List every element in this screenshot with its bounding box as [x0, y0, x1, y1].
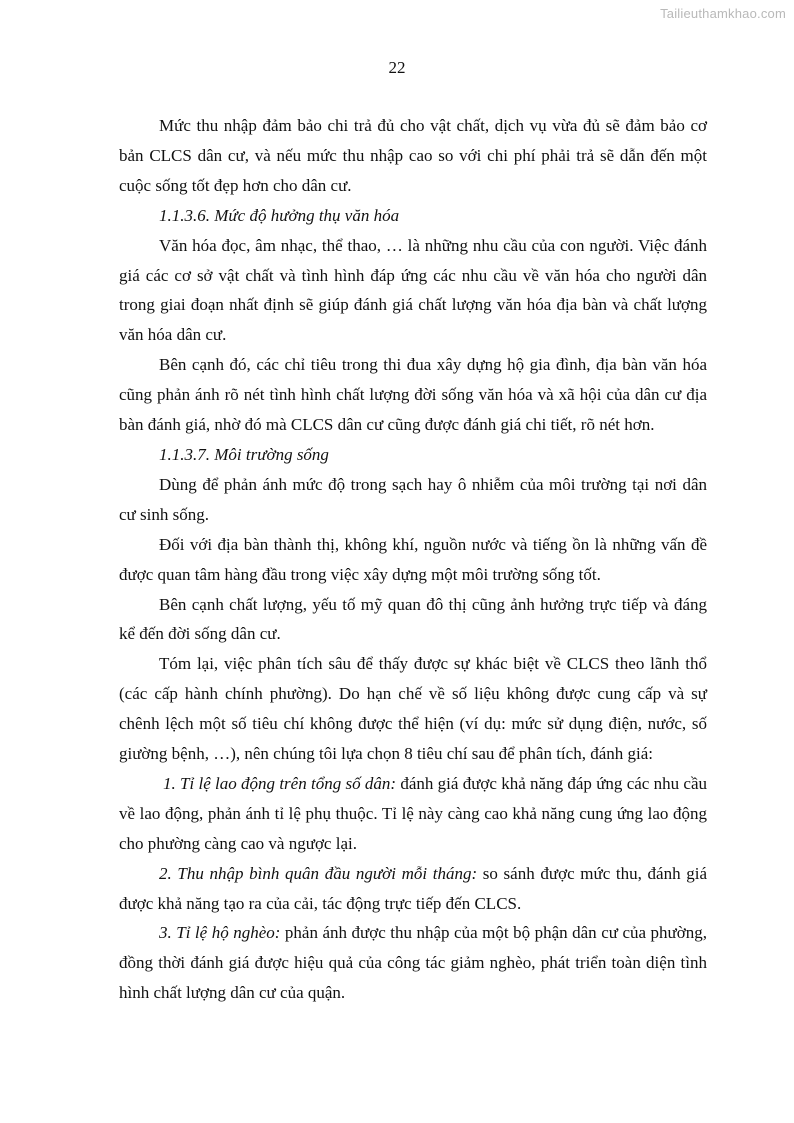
- criterion-2-text: so sánh được mức thu, đánh giá được khả năng tạo ra của cải, tác động trực tiếp đến CLCS.: [119, 863, 707, 913]
- section-heading-environment: 1.1.3.7. Môi trường sống: [159, 444, 329, 464]
- criterion-3: [119, 918, 707, 1008]
- criterion-1-label: 1. Tỉ lệ lao động trên tổng số dân:: [163, 773, 397, 793]
- paragraph-urban-aesthetics: Bên cạnh chất lượng, yếu tố mỹ quan đô thị cũng ảnh hưởng trực tiếp và đáng kể đến đời sống dân cư.: [119, 594, 707, 644]
- criterion-2: [119, 859, 707, 919]
- criterion-2-label: 2. Thu nhập bình quân đầu người mỗi tháng:: [159, 863, 478, 883]
- watermark: Tailieuthamkhao.com: [660, 6, 786, 21]
- criterion-1-text: đánh giá được khả năng đáp ứng các nhu cầu về lao động, phản ánh tỉ lệ phụ thuộc. Tỉ lệ này càng cao khả năng cung ứng lao động cho phường càng cao và ngược lại.: [119, 773, 707, 853]
- criterion-3-label: 3. Tỉ lệ hộ nghèo:: [159, 923, 281, 943]
- paragraph-culture-needs: Văn hóa đọc, âm nhạc, thể thao, … là những nhu cầu của con người. Việc đánh giá các cơ sở vật chất và tình hình đáp ứng các nhu cầu về văn hóa cho người dân trong giai đoạn nhất định sẽ giúp đánh giá chất lượng văn hóa địa bàn và chất lượng văn hóa dân cư.: [119, 235, 707, 345]
- paragraph-culture-criteria: Bên cạnh đó, các chỉ tiêu trong thi đua xây dựng hộ gia đình, địa bàn văn hóa cũng phản ánh rõ nét tình hình chất lượng đời sống văn hóa và xã hội của dân cư địa bàn đánh giá, nhờ đó mà CLCS dân cư cũng được đánh giá chi tiết, rõ nét hơn.: [119, 355, 707, 435]
- paragraph-environment-definition: Dùng để phản ánh mức độ trong sạch hay ô nhiễm của môi trường tại nơi dân cư sinh sống.: [119, 474, 707, 524]
- paragraph-urban-environment: Đối với địa bàn thành thị, không khí, nguồn nước và tiếng ồn là những vấn đề được quan tâm hàng đầu trong việc xây dựng một môi trường sống tốt.: [119, 534, 707, 584]
- criterion-3-text: phản ánh được thu nhập của một bộ phận dân cư của phường, đồng thời đánh giá được hiệu quả của công tác giảm nghèo, phát triển toàn diện tình hình chất lượng dân cư của quận.: [119, 923, 707, 1003]
- criterion-1: [119, 769, 707, 859]
- paragraph-income: Mức thu nhập đảm bảo chi trả đủ cho vật chất, dịch vụ vừa đủ sẽ đảm bảo cơ bản CLCS dân cư, và nếu mức thu nhập cao so với chi phí phải trả sẽ dẫn đến một cuộc sống tốt đẹp hơn cho dân cư.: [119, 116, 707, 195]
- paragraph-summary: Tóm lại, việc phân tích sâu để thấy được sự khác biệt về CLCS theo lãnh thổ (các cấp hành chính phường). Do hạn chế về số liệu không được cung cấp và sự chênh lệch một số tiêu chí không được thể hiện (ví dụ: mức sử dụng điện, nước, số giường bệnh, …), nên chúng tôi lựa chọn 8 tiêu chí sau để phân tích, đánh giá:: [119, 654, 707, 764]
- section-heading-culture: 1.1.3.6. Mức độ hưởng thụ văn hóa: [159, 205, 400, 225]
- document-body: [119, 111, 707, 1008]
- page-number: 22: [388, 58, 406, 77]
